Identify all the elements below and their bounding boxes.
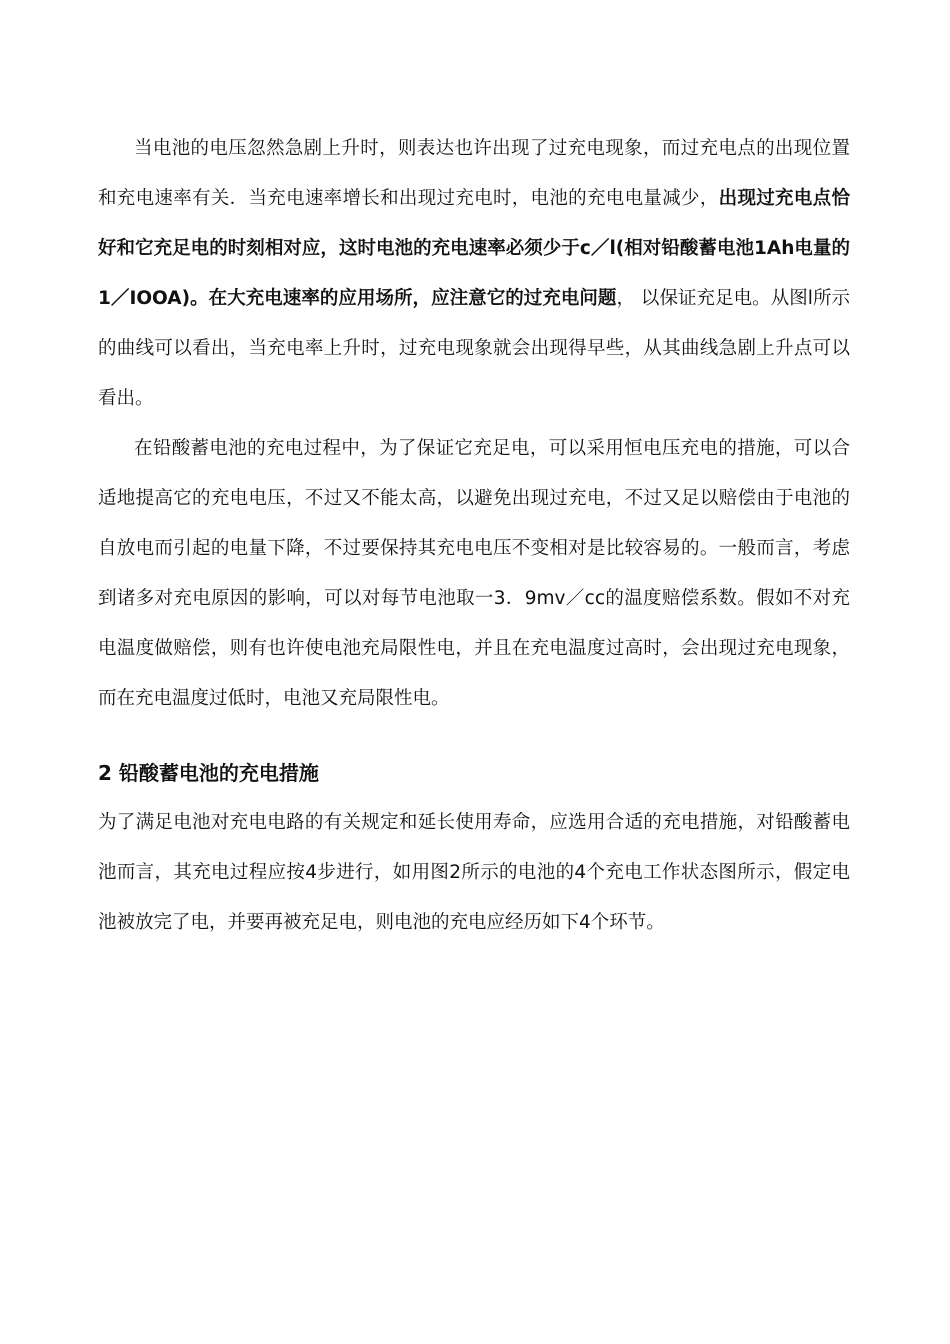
section-title-charging-methods: 2 铅酸蓄电池的充电措施 [98,761,319,785]
paragraph-overcharge-text-a: 当电池的电压忽然急剧上升时，则表达也许出现了过充电现象，而过充电点的出现位置和充电速率有关．当充电速率增长和出现过充电时，电池的充电电量减少， [98,138,850,209]
paragraph-overcharge-bold-text: 出现过充电点恰好和它充足电的时刻相对应，这时电池的充电速率必须少于c／l(相对铅酸蓄电池1Ah电量的1／IOOA)。在大充电速率的应用场所，应注意它的过充电问题 [98,188,850,309]
paragraph-overcharge-text-b: ， 以保证充足电。从图l所示的曲线可以看出，当充电率上升时，过充电现象就会出现得早些，从其曲线急剧上升点可以看出。 [98,288,850,409]
paragraph-constant-voltage: 在铅酸蓄电池的充电过程中，为了保证它充足电，可以采用恒电压充电的措施，可以合适地提高它的充电电压，不过又不能太高，以避免出现过充电，不过又足以赔偿由于电池的自放电而引起的电量下降，不过要保持其充电电压不变相对是比较容易的。一般而言，考虑到诸多对充电原因的影响，可以对每节电池取一3．9mv／cc的温度赔偿系数。假如不对充电温度做赔偿，则有也许使电池充局限性电，并且在充电温度过高时，会出现过充电现象，而在充电温度过低时，电池又充局限性电。 [98,438,850,709]
paragraph-charging-methods: 为了满足电池对充电电路的有关规定和延长使用寿命，应选用合适的充电措施，对铅酸蓄电池而言，其充电过程应按4步进行，如用图2所示的电池的4个充电工作状态图所示，假定电池被放完了电，并要再被充足电，则电池的充电应经历如下4个环节。 [98,812,850,933]
paragraph-overcharge [98,124,850,424]
document-body [98,124,850,948]
